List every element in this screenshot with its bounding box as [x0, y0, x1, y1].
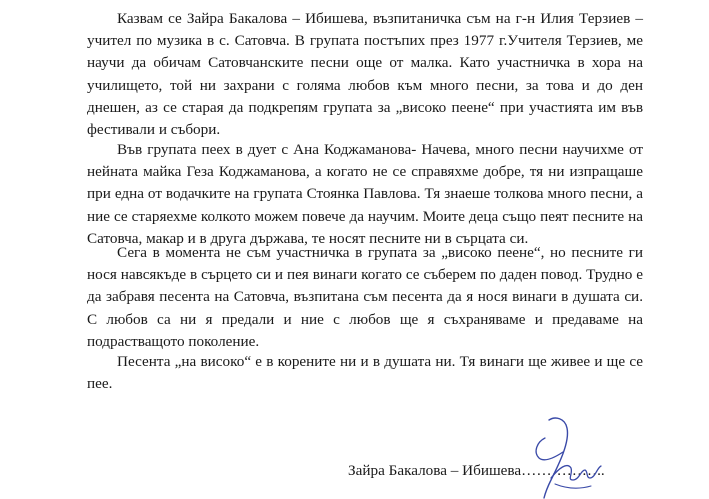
- paragraph-closing: Песента „на високо“ е в корените ни и в душата ни. Тя винаги ще живее и ще се пее.: [87, 353, 643, 393]
- paragraph-present: Сега в момента не съм участничка в групата за „високо пеене“, но песните ги нося навсякъде в сърцето си и пея винаги когато се съберем по даден повод. Трудно е да забравя песента на Сатовча, възпитана съм песента да я нося винаги в душата си. С любов са ни я предали и ние с любов ще я съхраняваме и предаваме на подрастващото поколение.: [87, 244, 643, 350]
- signature-name-line: Зайра Бакалова – Ибишева……………..: [348, 462, 605, 479]
- paragraph-duet: Във групата пеех в дует с Ана Коджаманова- Начева, много песни научихме от нейната майка Геза Коджаманова, а когато не се справяхме добре, тя ни изпращаше при една от водачките на групата Стоянка Павлова. Тя знаеше толкова много песни, а ние се старяехме колкото можем повече да научим. Моите деца също пеят песните на Сатовча, макар и в друга държава, те носят песните ни в сърцата си.: [87, 141, 643, 247]
- handwritten-signature-icon: [515, 408, 607, 499]
- paragraph-intro: Казвам се Зайра Бакалова – Ибишева, възпитаничка съм на г-н Илия Терзиев – учител по музика в с. Сатовча. В групата постъпих през 1977 г.Учителя Терзиев, ме научи да обичам Сатовчанските песни още от малка. Като участничка в хора на училището, той ни захрани с голяма любов към много песни, за това и до ден днешен, аз се старая да подкрепям групата за „високо пеене“ при участията им във фестивали и събори.: [87, 10, 643, 139]
